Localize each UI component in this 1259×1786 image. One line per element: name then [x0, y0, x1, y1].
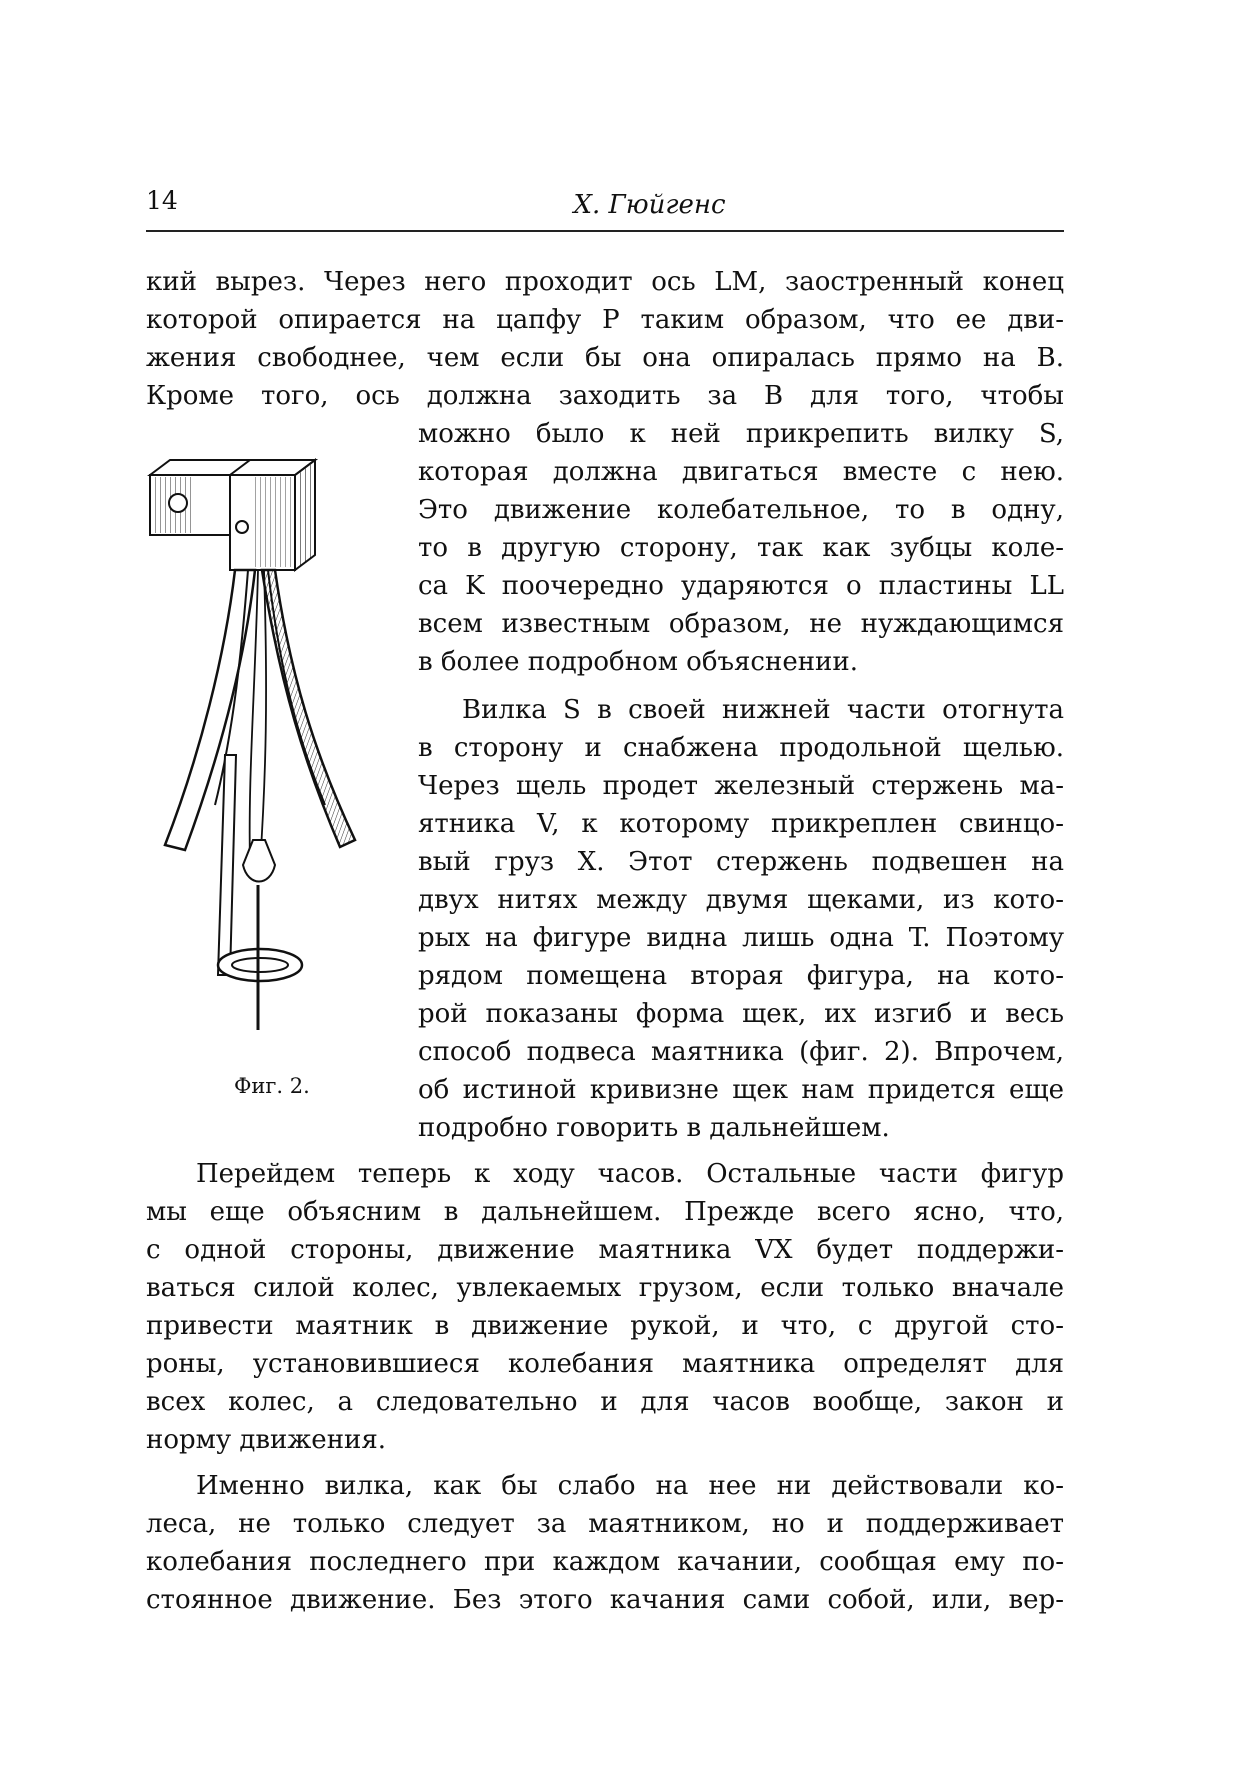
figure-caption: Фиг. 2.	[234, 1074, 310, 1098]
running-title: Х. Гюйгенс	[573, 190, 726, 220]
text-line: рядом помещена вторая фигура, на кото-	[418, 961, 1064, 991]
text-line: ваться силой колес, увлекаемых грузом, если только вначале	[146, 1273, 1064, 1303]
text-line: стоянное движение. Без этого качания сами собой, или, вер-	[146, 1585, 1064, 1615]
text-line: способ подвеса маятника (фиг. 2). Впрочем,	[418, 1037, 1064, 1067]
text-line: которая должна двигаться вместе с нею.	[418, 457, 1064, 487]
text-line: Это движение колебательное, то в одну,	[418, 495, 1064, 525]
text-line: рых на фигуре видна лишь одна T. Поэтому	[418, 923, 1064, 953]
text-line: Вилка S в своей нижней части отогнута	[462, 695, 1064, 725]
text-line: которой опирается на цапфу P таким образом, что ее дви-	[146, 305, 1064, 335]
text-line: Кроме того, ось должна заходить за B для того, чтобы	[146, 381, 1064, 411]
text-line: леса, не только следует за маятником, но и поддерживает	[146, 1509, 1064, 1539]
text-line: мы еще объясним в дальнейшем. Прежде всего ясно, что,	[146, 1197, 1064, 1227]
text-line: можно было к ней прикрепить вилку S,	[418, 419, 1064, 449]
header-rule	[146, 230, 1064, 232]
text-line: в сторону и снабжена продольной щелью.	[418, 733, 1064, 763]
text-line: с одной стороны, движение маятника VX будет поддержи-	[146, 1235, 1064, 1265]
text-line: всех колес, а следовательно и для часов вообще, закон и	[146, 1387, 1064, 1417]
text-line: кий вырез. Через него проходит ось LM, заостренный конец	[146, 267, 1064, 297]
pendulum-suspension-illustration	[140, 455, 405, 1035]
page-number: 14	[146, 186, 178, 215]
text-line: колебания последнего при каждом качании, сообщая ему по-	[146, 1547, 1064, 1577]
text-line: привести маятник в движение рукой, и что, с другой сто-	[146, 1311, 1064, 1341]
text-line: норму движения.	[146, 1425, 387, 1455]
text-line: в более подробном объяснении.	[418, 647, 858, 677]
text-line: двух нитях между двумя щеками, из кото-	[418, 885, 1064, 915]
text-line: жения свободнее, чем если бы она опиралась прямо на B.	[146, 343, 1064, 373]
text-line: то в другую сторону, так как зубцы коле-	[418, 533, 1064, 563]
text-line: об истиной кривизне щек нам придется еще	[418, 1075, 1064, 1105]
text-line: Перейдем теперь к ходу часов. Остальные части фигур	[196, 1159, 1064, 1189]
text-line: Именно вилка, как бы слабо на нее ни действовали ко-	[196, 1471, 1064, 1501]
text-line: роны, установившиеся колебания маятника определят для	[146, 1349, 1064, 1379]
text-line: ятника V, к которому прикреплен свинцо-	[418, 809, 1064, 839]
text-line: всем известным образом, не нуждающимся	[418, 609, 1064, 639]
text-line: подробно говорить в дальнейшем.	[418, 1113, 890, 1143]
text-line: Через щель продет железный стержень ма-	[418, 771, 1064, 801]
text-line: рой показаны форма щек, их изгиб и весь	[418, 999, 1064, 1029]
text-line: вый груз X. Этот стержень подвешен на	[418, 847, 1064, 877]
text-line: са K поочередно ударяются о пластины LL	[418, 571, 1064, 601]
